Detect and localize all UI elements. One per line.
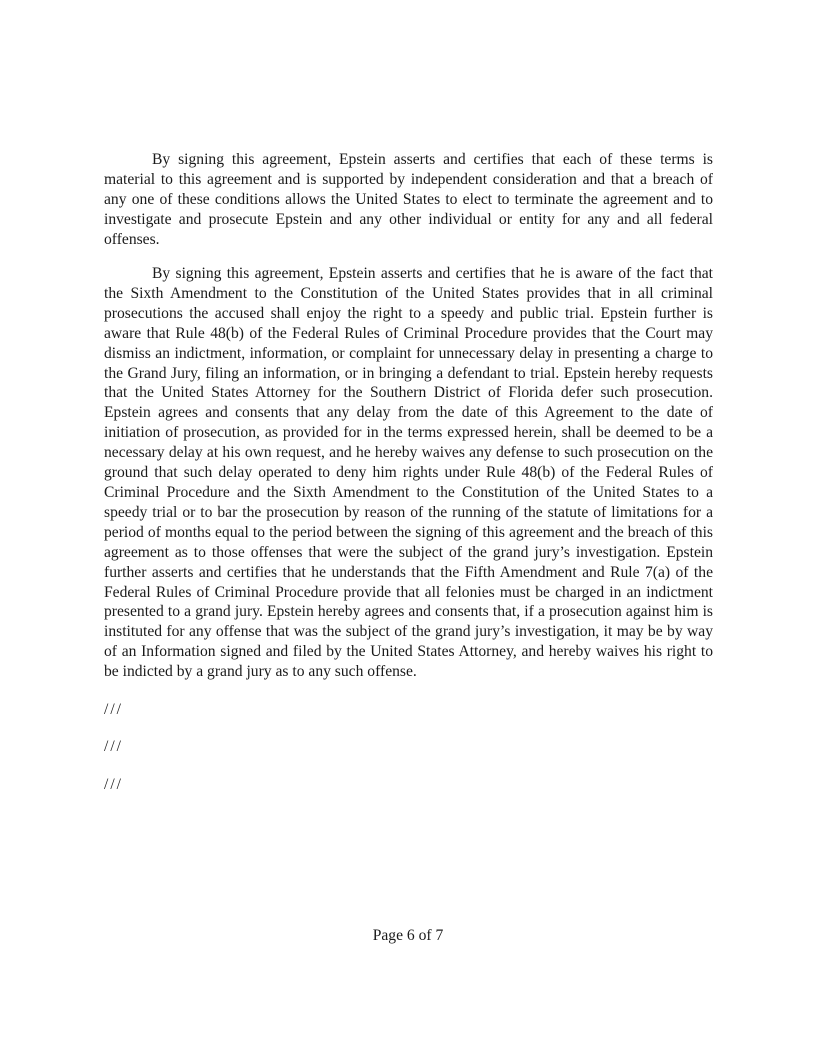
page-number-footer: Page 6 of 7 <box>372 927 444 944</box>
paragraph-text: By signing this agreement, Epstein asserts and certifies that each of these terms is material to this agreement and is supported by independent consideration and that a breach of any one of these conditions allows the United States to elect to terminate the agreement and to investigate and prosecute Epstein and any other individual or entity for any and all federal offenses. <box>104 151 713 248</box>
continuation-marker: /// <box>104 738 123 755</box>
agreement-paragraph-terms-material <box>104 150 713 250</box>
continuation-marker: /// <box>104 701 123 718</box>
continuation-marker: /// <box>104 776 123 793</box>
paragraph-text: By signing this agreement, Epstein asserts and certifies that he is aware of the fact that the Sixth Amendment to the Constitution of the United States provides that in all criminal prosecutions the accused shall enjoy the right to a speedy and public trial. Epstein further is aware that Rule 48(b) of the Federal Rules of Criminal Procedure provides that the Court may dismiss an indictment, information, or complaint for unnecessary delay in presenting a charge to the Grand Jury, filing an information, or in bringing a defendant to trial. Epstein hereby requests that the United States Attorney for the Southern District of Florida defer such prosecution. Epstein agrees and consents that any delay from the date of this Agreement to the date of initiation of prosecution, as provided for in the terms expressed herein, shall be deemed to be a necessary delay at his own request, and he hereby waives any defense to such prosecution on the ground that such delay operated to deny him rights under Rule 48(b) of the Federal Rules of Criminal Procedure and the Sixth Amendment to the Constitution of the United States to a speedy trial or to bar the prosecution by reason of the running of the statute of limitations for a period of months equal to the period between the signing of this agreement and the breach of this agreement as to those offenses that were the subject of the grand jury’s investigation. Epstein further asserts and certifies that he understands that the Fifth Amendment and Rule 7(a) of the Federal Rules of Criminal Procedure provide that all felonies must be charged in an indictment presented to a grand jury. Epstein hereby agrees and consents that, if a prosecution against him is instituted for any offense that was the subject of the grand jury’s investigation, it may be by way of an Information signed and filed by the United States Attorney, and hereby waives his right to be indicted by a grand jury as to any such offense. <box>104 265 713 681</box>
agreement-paragraph-speedy-trial-waiver <box>104 264 713 682</box>
